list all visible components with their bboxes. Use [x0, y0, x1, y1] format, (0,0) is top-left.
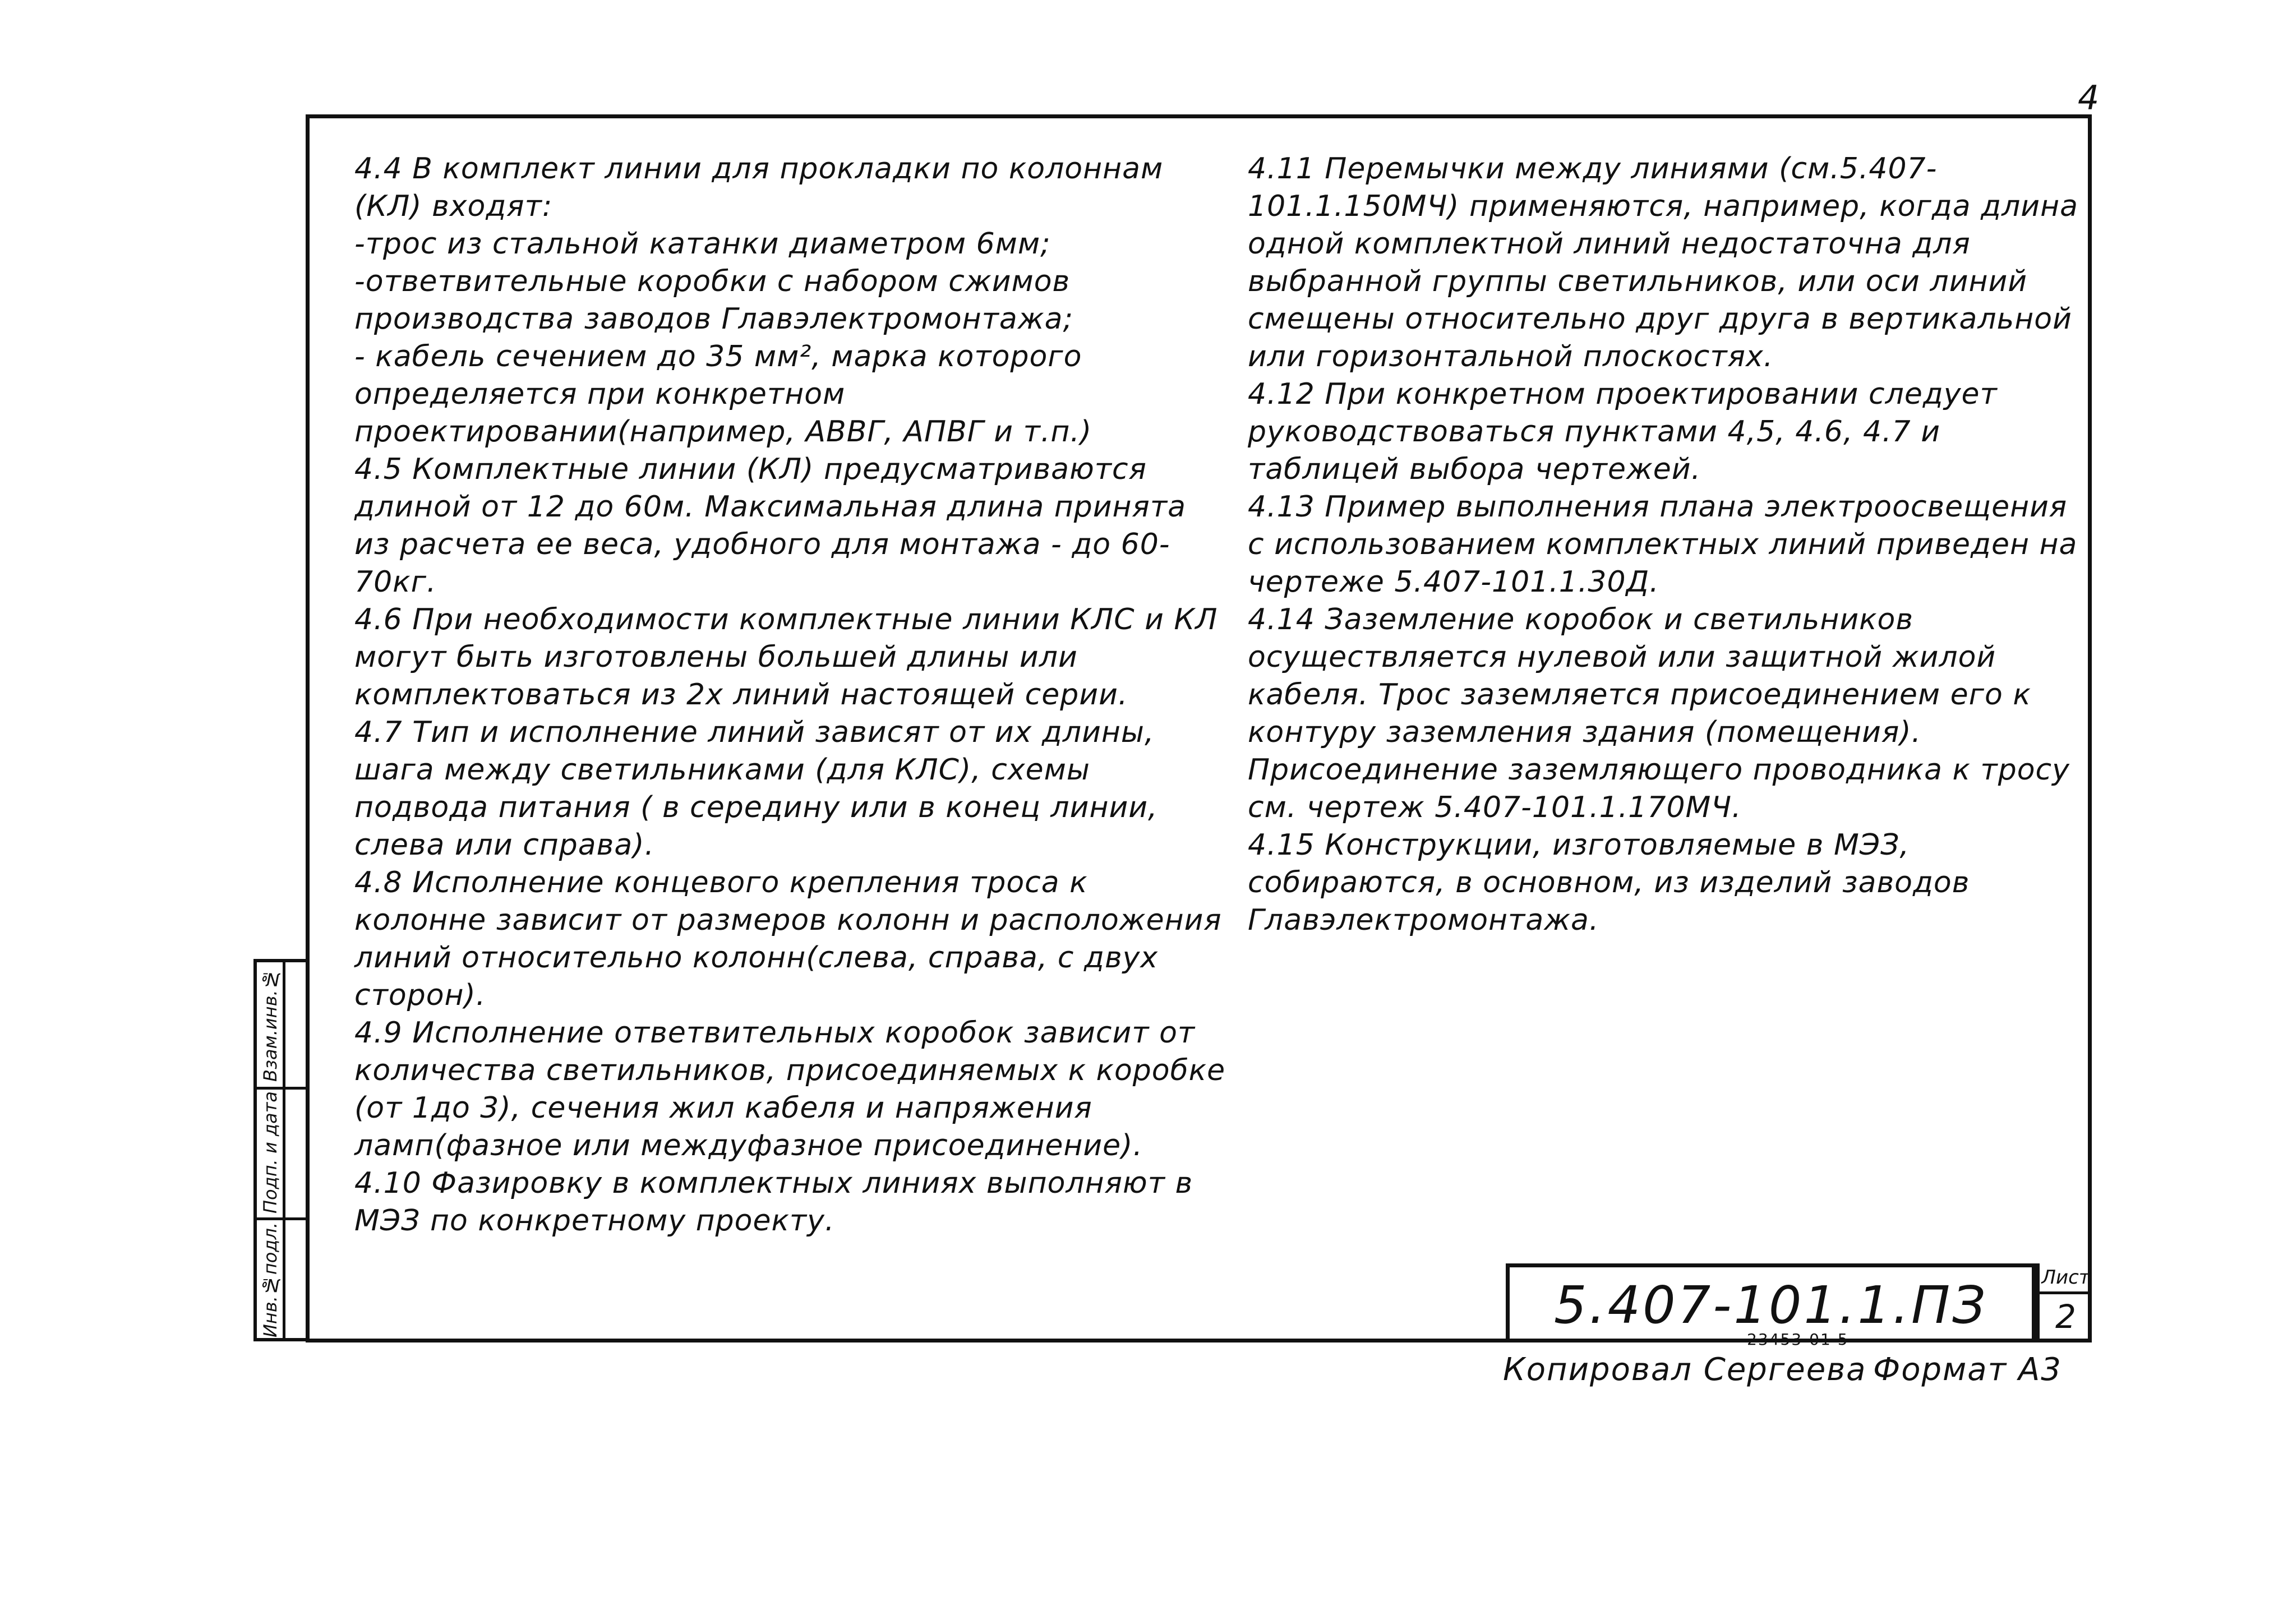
clause-4-7: 4.7 Тип и исполнение линий зависят от их длины, шага между светильниками (для КЛС), схемы подвода питания ( в середину или в конец линии, слева или справа).: [354, 716, 1158, 862]
clause-4-11: 4.11 Перемычки между линиями (см.5.407-101.1.150МЧ) применяются, например, когда длина одной комплектной линий недостаточна для выбранной группы светильников, или оси линий смещены относительно друг друга в вертикальной или горизонтальной плоскостях.: [1248, 152, 2078, 373]
clause-4-15: 4.15 Конструкции, изготовляемые в МЭЗ, собираются, в основном, из изделий заводов Главэлектромонтажа.: [1248, 828, 1970, 937]
side-stamp: [253, 959, 308, 1341]
sheet-number: 2: [2055, 1298, 2076, 1336]
sheet-label: Лист: [2041, 1266, 2090, 1289]
clause-4-8: 4.8 Исполнение концевого крепления троса к колонне зависит от размеров колонн и расположения линий относительно колонн(слева, справа, с двух сторон).: [354, 866, 1222, 1012]
stamp-label-signature: Подп. и дата: [260, 1091, 281, 1214]
page-number: 4: [2078, 79, 2100, 118]
stamp-divider: [283, 962, 285, 1338]
clause-4-4-item: -ответвительные коробки с набором сжимов производства заводов Главэлектромонтажа;: [354, 265, 1073, 336]
clause-4-6: 4.6 При необходимости комплектные линии КЛС и КЛ могут быть изготовлены большей длины или комплектоваться из 2х линий настоящей серии.: [354, 603, 1218, 712]
clause-4-10: 4.10 Фазировку в комплектных линиях выполняют в МЭЗ по конкретному проекту.: [354, 1166, 1193, 1238]
stamp-label-replacement: Взам.инв.№: [260, 968, 281, 1082]
clause-4-5: 4.5 Комплектные линии (КЛ) предусматриваются длиной от 12 до 60м. Максимальная длина принята из расчета ее веса, удобного для монтажа - до 60-70кг.: [354, 453, 1186, 599]
clause-4-9: 4.9 Исполнение ответвительных коробок зависит от количества светильников, присоединяемых к коробке (от 1до 3), сечения жил кабеля и напряжения ламп(фазное или междуфазное присоединение).: [354, 1016, 1226, 1162]
clause-4-13: 4.13 Пример выполнения плана электроосвещения с использованием комплектных линий приведен на чертеже 5.407-101.1.30Д.: [1248, 490, 2078, 599]
left-text-column: [354, 150, 1229, 1240]
clause-4-4-item: -трос из стальной катанки диаметром 6мм;: [354, 227, 1051, 261]
clause-4-14: 4.14 Заземление коробок и светильников осуществляется нулевой или защитной жилой кабеля. Трос заземляется присоединением его к контуру заземления здания (помещения). Присоединение заземляющего проводника к тросу см. чертеж 5.407-101.1.170МЧ.: [1248, 603, 2070, 824]
stamp-label-inventory: Инв.№подл.: [260, 1222, 281, 1337]
copied-by: Копировал Сергеева: [1503, 1351, 1867, 1388]
sheet-format: Формат А3: [1873, 1351, 2062, 1388]
right-text-column: [1248, 150, 2089, 939]
clause-4-12: 4.12 При конкретном проектировании следует руководствоваться пунктами 4,5, 4.6, 4.7 и таблицей выбора чертежей.: [1248, 377, 1998, 486]
sheet-box: [2036, 1263, 2092, 1342]
archive-code: 23453-01 5: [1747, 1330, 1849, 1349]
clause-4-4: 4.4 В комплект линии для прокладки по колоннам (КЛ) входят:: [354, 152, 1164, 223]
clause-4-4-item: - кабель сечением до 35 мм², марка которого определяется при конкретном проектировании(например, АВВГ, АПВГ и т.п.): [354, 340, 1092, 449]
stamp-divider: [257, 1087, 308, 1090]
document-number: 5.407-101.1.ПЗ: [1506, 1263, 2036, 1342]
